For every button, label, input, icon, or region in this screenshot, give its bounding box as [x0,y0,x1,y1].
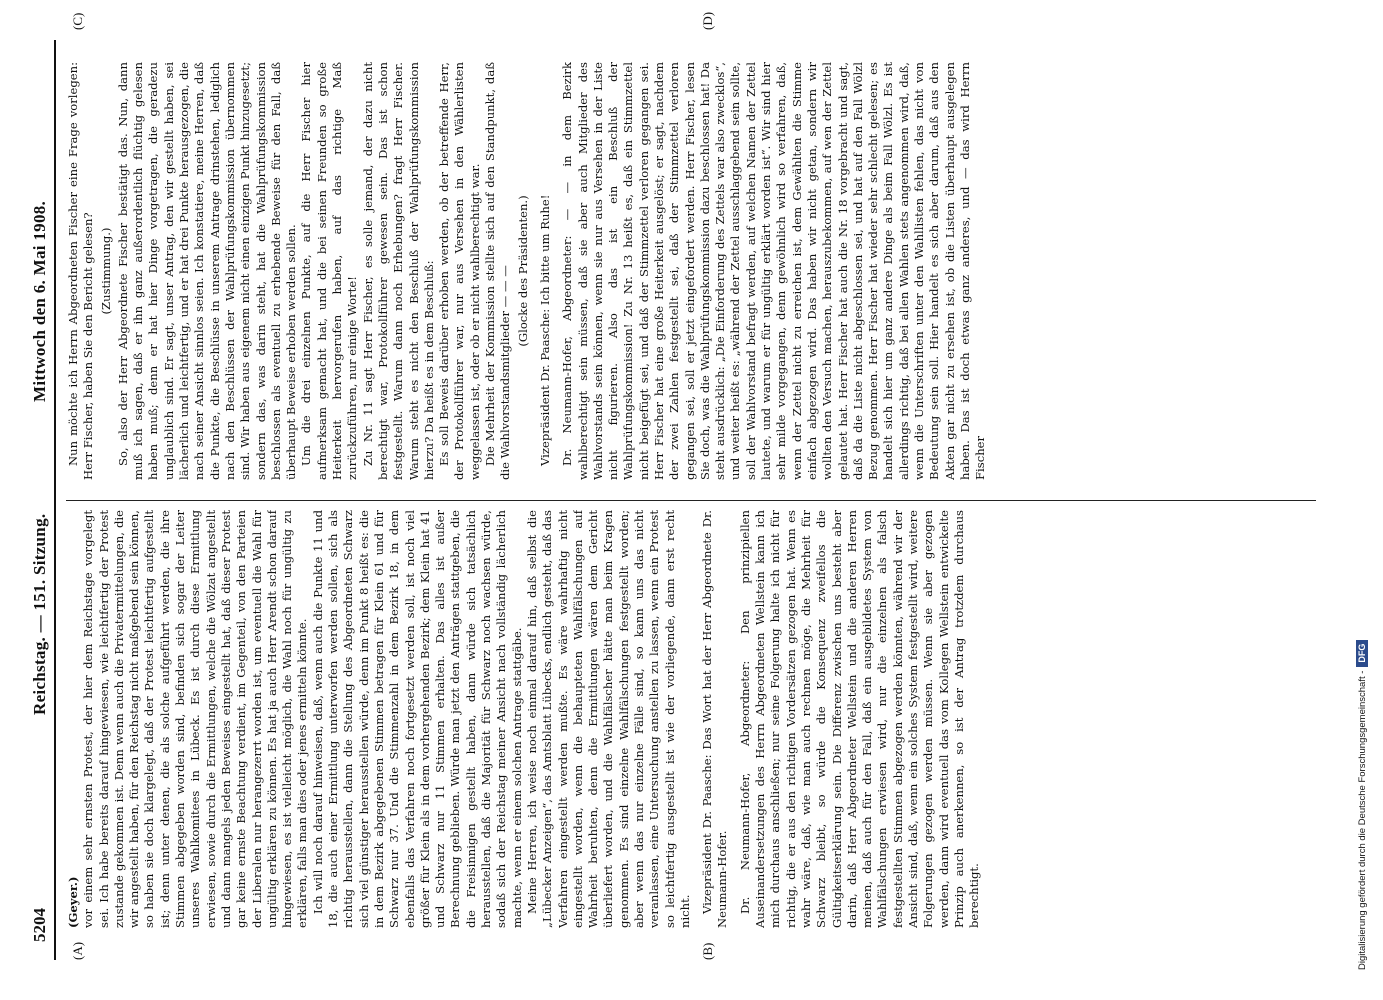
header-rule [54,40,56,960]
interjection: (Glocke des Präsidenten.) [515,195,530,347]
digitization-text: Digitalisierung gefördert durch die Deutsche Forschungsgemeinschaft - [1357,670,1368,970]
speaker-paragraph: Dr. Neumann-Hofer, Abgeordneter: Den prinzipiellen Auseinandersetzungen des Herrn Abgeordneten Wellstein kann ich mich durchaus anschließen; nur seine Folgerung halte ich nicht für richtig, die er aus den richtigen Vordersätzen gezogen hat. Wenn es wahr wäre, daß, wie man auch rechnen möge, die Mehrheit für Schwarz bleibt, so würde die Konsequenz zweifellos die Gültigkeitserklärung sein. Die Differenz zwischen uns besteht aber darin, daß Herr Abgeordneter Wellstein und die anderen Herren meinen, daß auch für den Fall, daß ein ausgebildetes System von Wahlfälschungen erwiesen wird, nur die einzelnen als falsch festgestellten Stimmen abgezogen werden könnten, während wir der Ansicht sind, daß, wenn ein solches System festgestellt wird, weitere Folgerungen gezogen werden müssen. Wenn sie aber gezogen werden, dann wird eventuell das vom Kollegen Wellstein entwickelte Prinzip auch anerkennen, so ist der Antrag trotzdem durchaus berechtigt. [737,510,982,928]
right-running-title: Mittwoch den 6. Mai 1908. [30,200,49,402]
paragraph: vor einem sehr ernsten Protest, der hier dem Reichstage vorgelegt sei. Ich habe bereits darauf hingewiesen, wie leichtfertig der Protest zustande gekommen ist. Denn wenn auch die Privatermittelungen, die wir angestellt haben, für den Reichstag nicht maßgebend sein können, so haben sie doch klargelegt, daß der Protest leichtfertig aufgestellt ist; denn unter denen, die als solche aufgeführt werden, die ihre Stimmen abgegeben worden sind, befinden sich sogar der Leiter unseres Wahlkomitees in Lübeck. Es ist durch diese Ermittlung erwiesen, sowie durch die Ermittlungen, welche die Wölzat angestellt und dann mangels jeden Beweises eingestellt hat, daß dieser Protest gar keine ernste Beachtung verdient, im Gegenteil, von den Parteien der Liberalen nur herangezerrt worden ist, um eventuell die Wahl für ungültig erklären zu können. Es hat ja auch Herr Arendt schon darauf hingewiesen, es ist vielleicht möglich, die Wahl noch für ungültig zu erklären, falls man dies oder jenes ermitteln könnte. [81,510,310,928]
right-column [66,62,1316,480]
speaker-paragraph: Vizepräsident Dr. Paasche: Das Wort hat der Herr Abgeordnete Dr. Neumann-Hofer. [700,510,730,928]
left-running-title: Reichstag. — 151. Sitzung. [30,513,49,715]
paragraph: Meine Herren, ich weise noch einmal darauf hin, daß selbst die „Lübecker Anzeigen“, das Amtsblatt Lübecks, endlich gesteht, daß das Verfahren eingestellt werden mußte. Es wäre wahrhaftig nicht eingestellt worden, wenn die behaupteten Wahlfälschungen auf Wahrheit beruhten, denn die Ermittlungen wären dem Gericht überliefert worden, und die Wahlfälscher hätte man beim Kragen genommen. Es sind einzelne Wahlfälschungen festgestellt worden; aber wenn das nur einzelne Fälle sind, so kann uns das nicht veranlassen, eine Untersuchung anstellen zu lassen, wenn ein Protest so leichtfertig ausgestellt ist wie der vorliegende, dann erst recht nicht. [524,510,692,928]
left-column [66,510,1316,928]
column-divider [66,500,1316,501]
speaker-paragraph: Dr. Neumann-Hofer, Abgeordneter: — — in dem Bezirk wahlberechtigt sein müssen, daß sie aber auch Mitglieder des Wahlvorstands sein können, wenn sie nur aus Versehen in der Liste nicht figurieren. Also das ist ein Beschluß der Wahlprüfungskommission! Zu Nr. 13 heißt es, daß ein Stimmzettel nicht beigefügt sei, und daß der Stimmzettel verloren gegangen sei. Herr Fischer hat eine große Heiterkeit ausgelöst; er sagt, nachdem der zwei Zahlen festgestellt sei, daß der Stimmzettel verloren gegangen sei, soll er jetzt eingefordert werden. Herr Fischer, lesen Sie doch, was die Wahlprüfungskommission dazu beschlossen hat! Da steht ausdrücklich: „Die Einforderung des Zettels war also zwecklos“, und weiter heißt es: „während der Zettel ausschlaggebend sein sollte, soll der Wahlvorstand befragt werden, auf welchen Namen der Zettel lautete, und warum er für ungültig erklärt worden ist“. Wir sind hier sehr milde vorgegangen, denn gewöhnlich wird so verfahren, daß, wenn der Zettel nicht zu erreichen ist, dem Gewählten die Stimme einfach abgezogen wird. Das haben wir nicht getan, sondern wir wollten den Versuch machen, herauszubekommen, auf wen der Zettel gelautet hat. Herr Fischer hat auch die Nr. 18 vorgebracht und sagt, daß da die Liste nicht abgeschlossen sei, und hat auf den Fall Wölzl Bezug genommen. Herr Fischer hat wieder sehr schlecht gelesen; es handelt sich hier um ganz andere Dinge als beim Fall Wölzl. Es ist allerdings richtig, daß bei allen Wahlen stets angenommen wird, daß, wenn die Unterschriften unter den Wahllisten fehlen, das nicht von Bedeutung sein soll. Hier handelt es sich aber darum, daß aus den Akten gar nicht zu ersehen ist, ob die Listen überhaupt ausgelegen haben. Das ist doch etwas ganz anderes, und — das wird Herrn Fischer [560,62,988,480]
margin-mark-c: (C) [70,12,85,30]
paragraph: Nun möchte ich Herrn Abgeordneten Fischer eine Frage vorlegen: Herr Fischer, haben Sie den Bericht gelesen? [66,62,96,480]
speaker-paragraph: Vizepräsident Dr. Paasche: Ich bitte um Ruhe! [537,194,552,466]
digitization-notice [1356,0,1376,970]
paragraph: Zu Nr. 11 sagt Herr Fischer, es solle jemand, der dazu nicht berechtigt war, Protokollführer gewesen sein. Das ist schon festgestellt. Warum dann noch Erhebungen? fragt Herr Fischer. Warum steht es nicht den Beschluß der Wahlprüfungskommission hierzu? Da heißt es in dem Beschluß: [360,62,436,480]
quoted-resolution: Es soll Beweis darüber erhoben werden, ob der betreffende Herr, der Protokollführer war, nur aus Versehen in den Wählerlisten weggelassen ist, oder ob er nicht wahlberechtigt war. [437,62,482,480]
margin-mark-d: (D) [700,11,715,30]
margin-mark-a: (A) [70,941,85,960]
margin-mark-b: (B) [700,942,715,960]
paragraph: Um die drei einzelnen Punkte, auf die Herr Fischer hier aufmerksam gemacht hat, und die bei seinen Freunden so große Heiterkeit hervorgerufen haben, auf das richtige Maß zurückzuführen, nur einige Worte! [299,62,360,480]
paragraph: Ich will noch darauf hinweisen, daß, wenn auch die Punkte 11 und 18, die auch einer Ermittlung unterworfen werden sollen, sich als richtig herausstellen, dann die Stellung des Abgeordneten Schwarz sich viel günstiger herausstellen würde, denn im Punkt 8 heißt es: die in dem Bezirk abgegebenen Stimmen betragen für Klein 61 und für Schwarz nur 37. Und die Stimmenzahl in dem Bezirk 18, in dem ebenfalls das Verfahren noch fortgesetzt werden soll, ist noch viel größer für Klein als in dem vorhergehenden Bezirk; dem Klein hat 41 und Schwarz nur 11 Stimmen erhalten. Das alles ist außer Berechnung geblieben. Würde man jetzt den Anträgen stattgeben, die die Freisinnigen gestellt haben, dann würde sich tatsächlich herausstellen, daß die Majorität für Schwarz noch wachsen würde, sodaß sich der Reichstag meiner Ansicht nach vollständig lächerlich machte, wenn er einem solchen Antrage stattgäbe. [310,510,524,928]
page-number: 5204 [30,908,49,942]
interjection: (Zustimmung.) [98,227,113,315]
dfg-logo: DFG [1356,640,1368,667]
speaker-tag: (Geyer.) [66,876,80,928]
paragraph: Die Mehrheit der Kommission stellte sich auf den Standpunkt, daß die Wahlvorstandsmitglieder — — — [483,62,513,480]
paragraph: So, also der Herr Abgeordnete Fischer bestätigt das. Nun, dann muß ich sagen, daß er ihn ganz außerordentlich flüchtig gelesen haben muß; denn er hat hier Dinge vorgetragen, die geradezu unglaublich sind. Er sagt, unser Antrag, den wir gestellt haben, sei lächerlich und leichtfertig, und er hat drei Punkte herausgezogen, die nach seiner Ansicht sinnlos seien. Ich konstatiere, meine Herren, daß die Punkte, die Beschlüsse in unserem Antrage drinstehen, lediglich nach den Beschlüssen der Wahlprüfungskommission übernommen sind. Wir haben aus eigenem nicht einen einzigen Punkt hinzugesetzt; sondern das, was darin steht, hat die Wahlprüfungskommission beschlossen als eventuell zu erhebende Beweise für den Fall, daß überhaupt Beweise erhoben werden sollen. [115,62,299,480]
page-header [22,40,56,960]
